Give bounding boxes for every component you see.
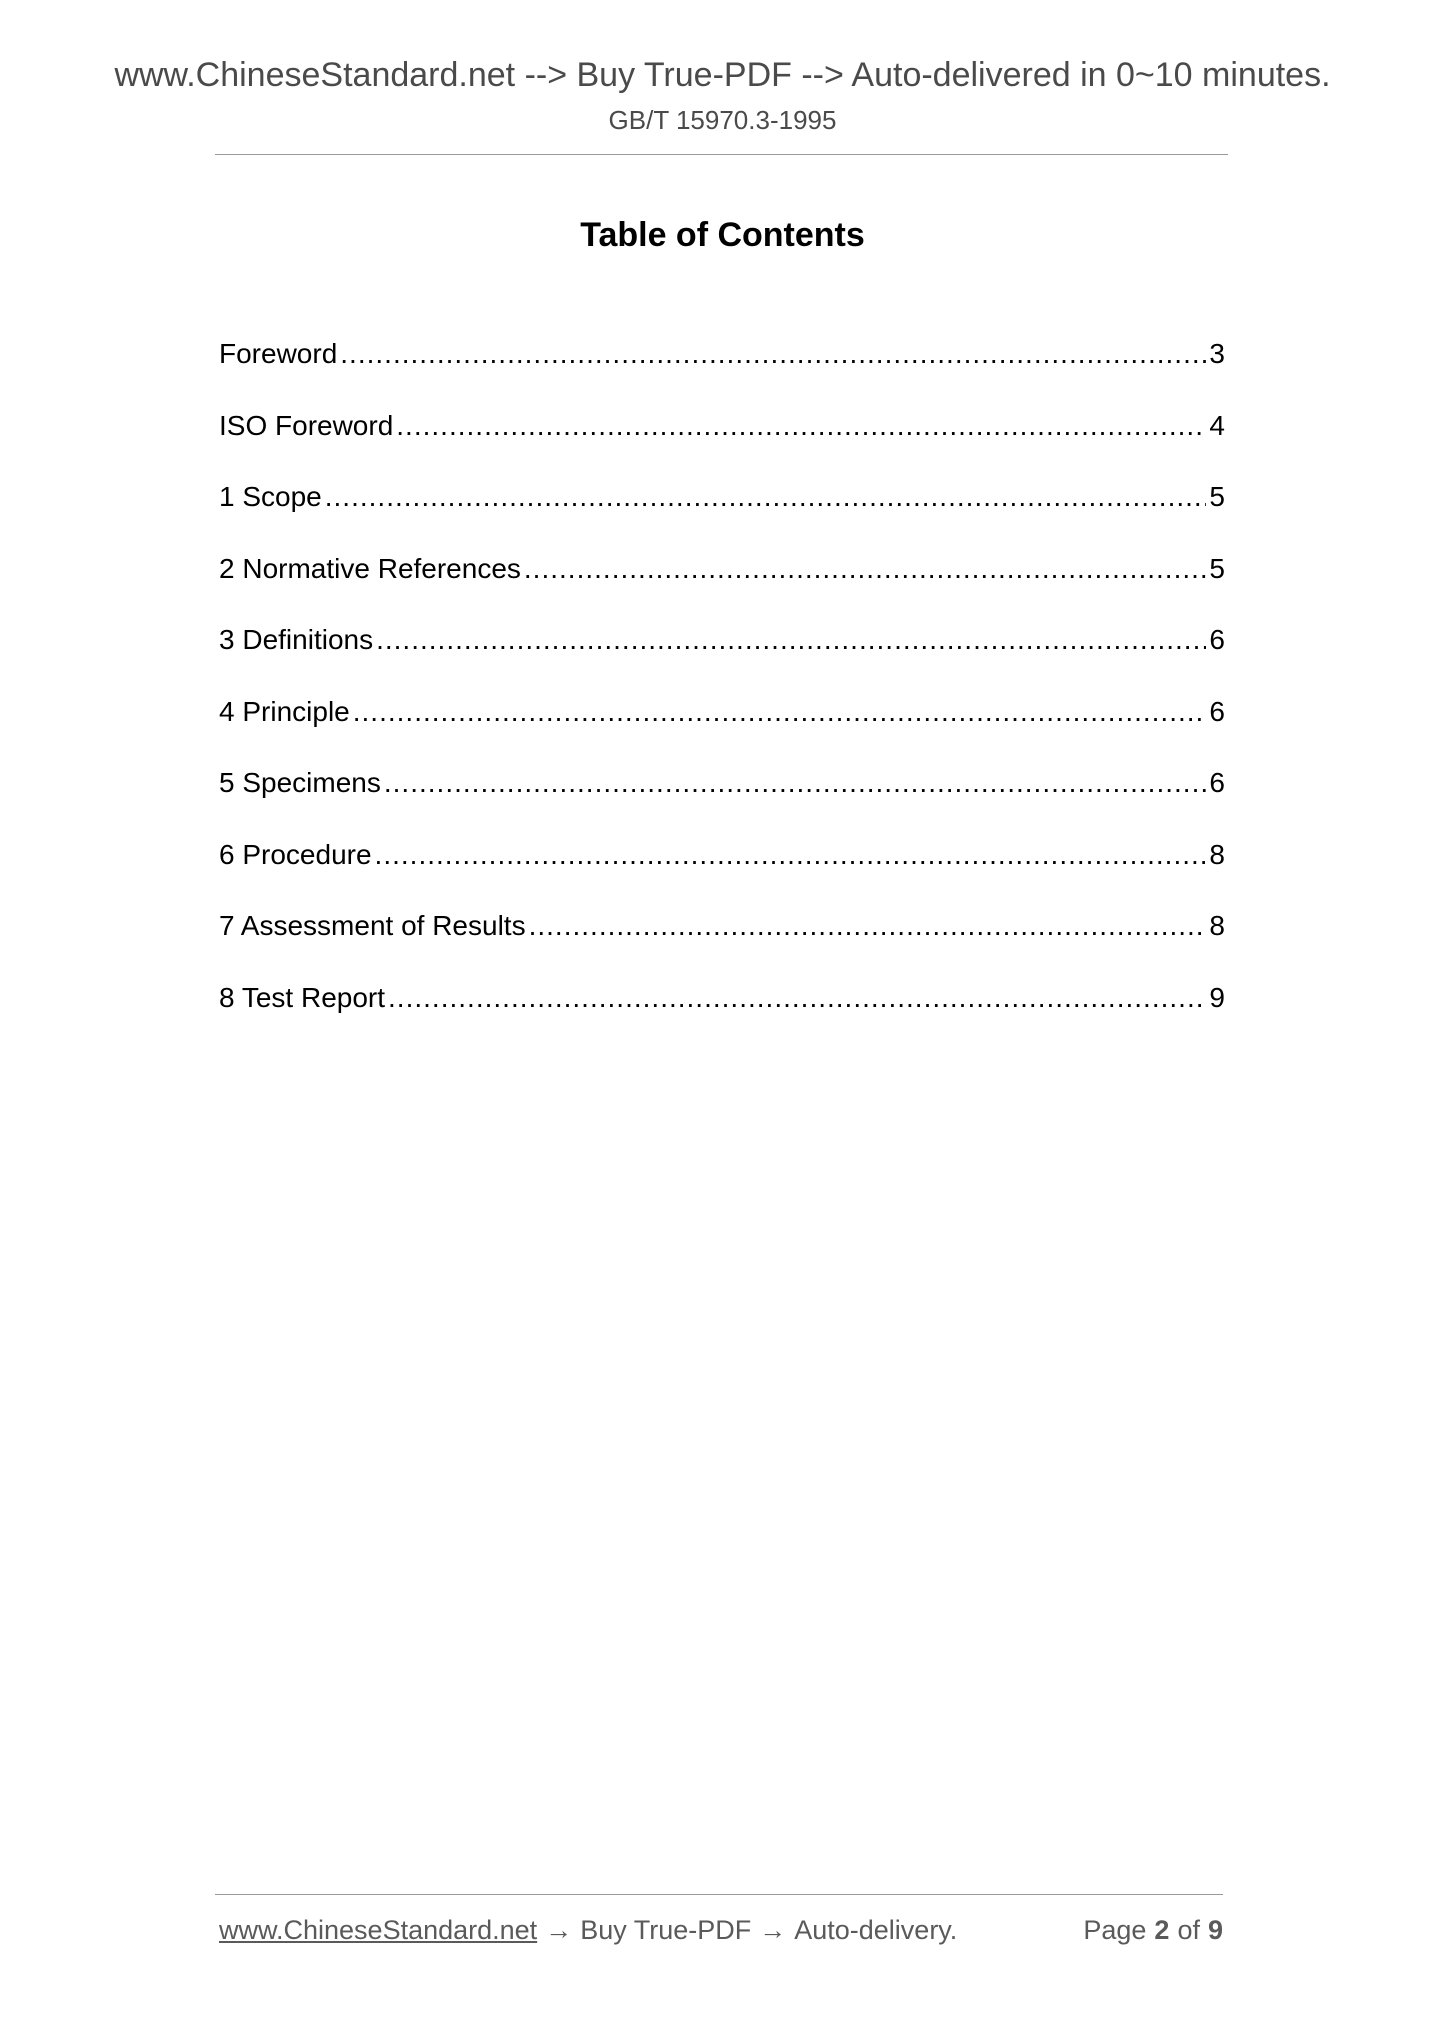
toc-item-page: 5 bbox=[1209, 552, 1225, 584]
toc-item-page: 6 bbox=[1209, 624, 1225, 655]
toc-item-label: ISO Foreword bbox=[219, 409, 394, 441]
toc-item-label: 3 Definitions bbox=[219, 624, 374, 655]
page-current: 2 bbox=[1154, 1915, 1170, 1945]
toc-item-test-report[interactable] bbox=[219, 979, 1225, 1051]
toc-item-label: 4 Principle bbox=[219, 695, 350, 727]
toc-dot-leader bbox=[325, 478, 1207, 516]
toc-dot-leader bbox=[396, 407, 1206, 445]
toc-item-page: 8 bbox=[1209, 838, 1225, 870]
page-word: Page bbox=[1083, 1915, 1147, 1945]
footer-site-link[interactable]: www.ChineseStandard.net bbox=[219, 1915, 538, 1945]
page-number bbox=[1083, 1915, 1223, 1946]
toc-item-label: 1 Scope bbox=[219, 481, 322, 512]
toc-item-page: 9 bbox=[1209, 981, 1225, 1013]
toc-dot-leader bbox=[353, 693, 1207, 731]
toc-item-label: 5 Specimens bbox=[219, 767, 381, 798]
toc-dot-leader bbox=[376, 621, 1206, 659]
toc-item-procedure[interactable] bbox=[219, 836, 1225, 908]
toc-item-specimens[interactable] bbox=[219, 764, 1225, 836]
toc-item-label: 6 Procedure bbox=[219, 838, 372, 870]
header-banner: www.ChineseStandard.net --> Buy True-PDF --> Auto-delivered in 0~10 minutes. bbox=[114, 56, 1331, 94]
toc-item-scope[interactable] bbox=[219, 478, 1225, 550]
toc-item-page: 6 bbox=[1209, 695, 1225, 727]
toc-dot-leader bbox=[388, 979, 1206, 1017]
toc-item-page: 6 bbox=[1209, 767, 1225, 798]
toc-item-page: 5 bbox=[1209, 481, 1225, 512]
footer-divider bbox=[215, 1894, 1223, 1895]
toc-dot-leader bbox=[340, 335, 1206, 373]
toc-item-label: Foreword bbox=[219, 338, 338, 369]
toc-dot-leader bbox=[524, 550, 1207, 588]
toc-item-foreword[interactable] bbox=[219, 335, 1225, 407]
toc-item-label: 7 Assessment of Results bbox=[219, 910, 526, 941]
header-divider bbox=[215, 154, 1228, 155]
toc-item-label: 8 Test Report bbox=[219, 981, 386, 1013]
arrow-right-icon: → bbox=[545, 1915, 573, 1945]
toc-title: Table of Contents bbox=[580, 216, 865, 254]
page-total: 9 bbox=[1207, 1915, 1223, 1945]
toc-item-assessment-of-results[interactable] bbox=[219, 907, 1225, 979]
toc-item-normative-references[interactable] bbox=[219, 550, 1225, 622]
toc-item-page: 3 bbox=[1209, 338, 1225, 369]
toc-item-definitions[interactable] bbox=[219, 621, 1225, 693]
toc-dot-leader bbox=[529, 907, 1207, 945]
footer-buy-text: Buy True-PDF bbox=[580, 1915, 752, 1945]
arrow-right-icon: → bbox=[759, 1915, 787, 1945]
footer-delivery-text: Auto-delivery. bbox=[794, 1915, 958, 1945]
toc-item-principle[interactable] bbox=[219, 693, 1225, 765]
toc-item-page: 8 bbox=[1209, 910, 1225, 941]
toc-list bbox=[219, 335, 1225, 1050]
footer-promo bbox=[219, 1915, 957, 1946]
toc-item-iso-foreword[interactable] bbox=[219, 407, 1225, 479]
toc-dot-leader bbox=[384, 764, 1207, 802]
toc-item-label: 2 Normative References bbox=[219, 552, 521, 584]
toc-item-page: 4 bbox=[1209, 409, 1225, 441]
toc-dot-leader bbox=[375, 836, 1207, 874]
standard-code: GB/T 15970.3-1995 bbox=[608, 105, 837, 135]
of-word: of bbox=[1177, 1915, 1200, 1945]
